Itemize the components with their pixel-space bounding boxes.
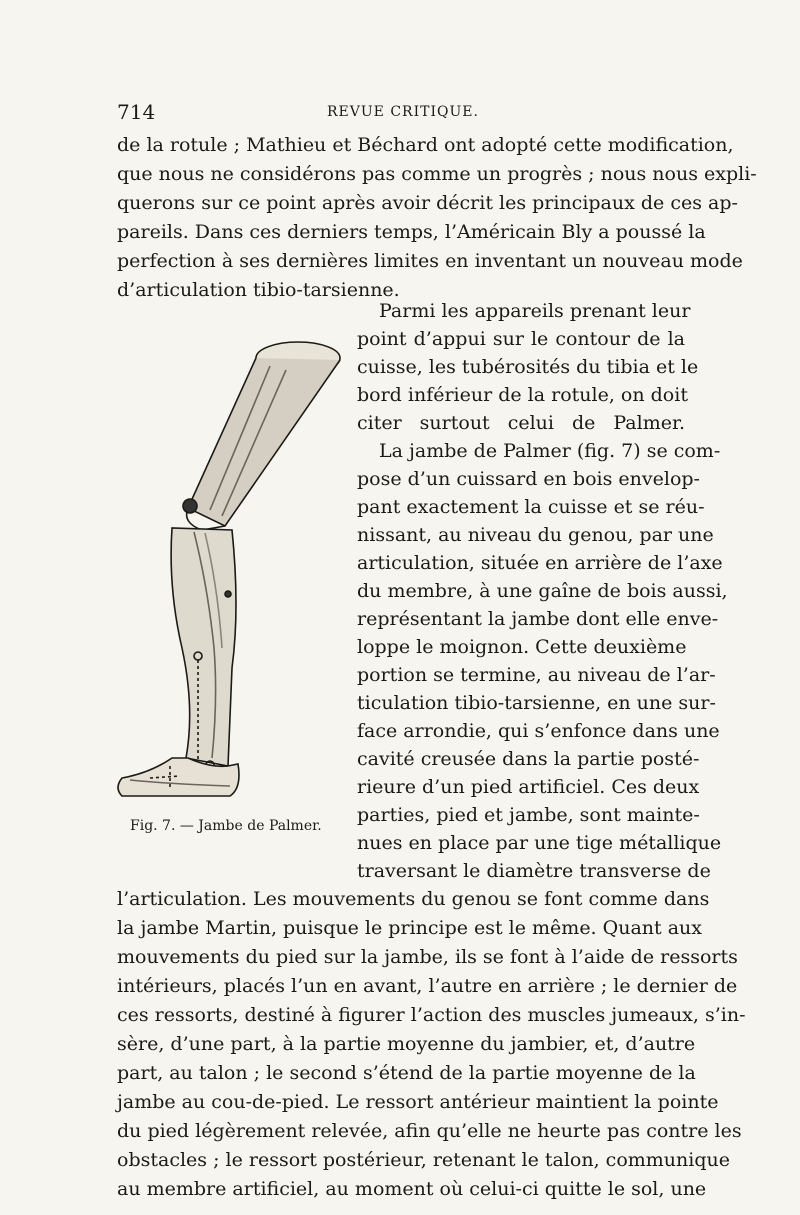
text-line: l’articulation. Les mouvements du genou se font comme dans: [117, 888, 710, 910]
text-line: traversant le diamètre transverse de: [357, 860, 711, 882]
text-line: pose d’un cuissard en bois envelop-: [357, 468, 700, 490]
text-line: ces ressorts, destiné à figurer l’action des muscles jumeaux, s’in-: [117, 1004, 746, 1026]
text-line: intérieurs, placés l’un en avant, l’autre en arrière ; le dernier de: [117, 975, 738, 997]
text-line: face arrondie, qui s’enfonce dans une: [357, 720, 720, 742]
text-line: représentant la jambe dont elle enve-: [357, 608, 719, 630]
text-line: portion se termine, au niveau de l’ar-: [357, 664, 716, 686]
text-line: articulation, située en arrière de l’axe: [357, 552, 723, 574]
text-line: parties, pied et jambe, sont mainte-: [357, 804, 700, 826]
text-line: du membre, à une gaîne de bois aussi,: [357, 580, 728, 602]
text-line: citer surtout celui de Palmer.: [357, 412, 685, 434]
text-line: pant exactement la cuisse et se réu-: [357, 496, 705, 518]
text-line: part, au talon ; le second s’étend de la partie moyenne de la: [117, 1062, 696, 1084]
text-line: cuisse, les tubérosités du tibia et le: [357, 356, 699, 378]
page-header: [117, 100, 687, 126]
text-line: nissant, au niveau du genou, par une: [357, 524, 714, 546]
text-line: la jambe Martin, puisque le principe est le même. Quant aux: [117, 917, 702, 939]
text-line: nues en place par une tige métallique: [357, 832, 722, 854]
text-line: bord inférieur de la rotule, on doit: [357, 384, 688, 406]
text-line: querons sur ce point après avoir décrit les principaux de ces ap-: [117, 192, 738, 214]
text-line: au membre artificiel, au moment où celui-ci quitte le sol, une: [117, 1178, 707, 1200]
text-line: Parmi les appareils prenant leur: [379, 300, 691, 322]
leg-illustration-icon: [110, 318, 355, 813]
text-line: La jambe de Palmer (fig. 7) se com-: [379, 440, 721, 462]
text-line: obstacles ; le ressort postérieur, retenant le talon, communique: [117, 1149, 730, 1171]
running-head: REVUE CRITIQUE.: [327, 104, 479, 120]
text-line: loppe le moignon. Cette deuxième: [357, 636, 687, 658]
text-line: de la rotule ; Mathieu et Béchard ont adopté cette modification,: [117, 134, 734, 156]
text-line: jambe au cou-de-pied. Le ressort antérieur maintient la pointe: [117, 1091, 719, 1113]
figure-caption: Fig. 7. — Jambe de Palmer.: [130, 818, 322, 834]
text-line: d’articulation tibio-tarsienne.: [117, 279, 400, 301]
page-number: 714: [117, 100, 156, 124]
text-line: pareils. Dans ces derniers temps, l’Américain Bly a poussé la: [117, 221, 706, 243]
palmer-leg-figure: [110, 318, 355, 813]
text-line: point d’appui sur le contour de la: [357, 328, 685, 350]
text-line: sère, d’une part, à la partie moyenne du jambier, et, d’autre: [117, 1033, 696, 1055]
text-line: rieure d’un pied artificiel. Ces deux: [357, 776, 700, 798]
text-line: cavité creusée dans la partie posté-: [357, 748, 700, 770]
text-line: du pied légèrement relevée, afin qu’elle ne heurte pas contre les: [117, 1120, 742, 1142]
text-line: ticulation tibio-tarsienne, en une sur-: [357, 692, 716, 714]
text-line: perfection à ses dernières limites en inventant un nouveau mode: [117, 250, 743, 272]
text-line: que nous ne considérons pas comme un progrès ; nous nous expli-: [117, 163, 757, 185]
text-line: mouvements du pied sur la jambe, ils se font à l’aide de ressorts: [117, 946, 738, 968]
